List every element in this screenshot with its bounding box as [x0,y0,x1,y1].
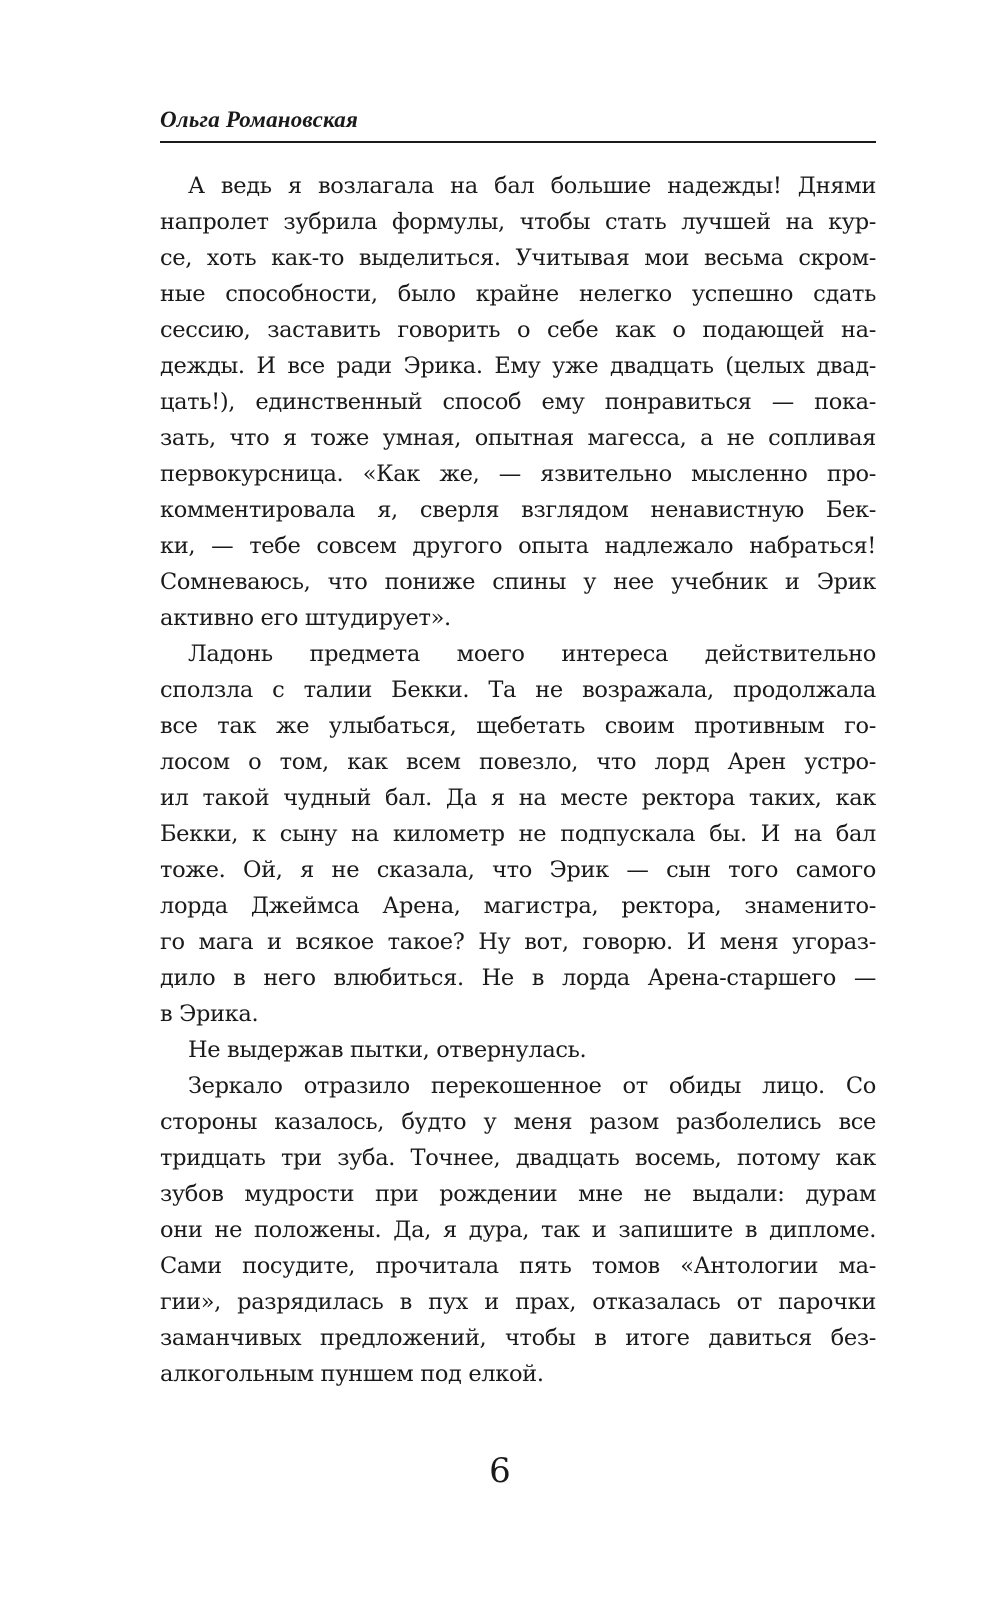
text-line: Зеркало отразило перекошенное от обиды лицо. Со [188,1073,876,1099]
text-line: дило в него влюбиться. Не в лорда Арена-старшего — [160,965,876,991]
text-line: цать!), единственный способ ему понравиться — пока- [160,389,876,415]
text-line: се, хоть как-то выделиться. Учитывая мои весьма скром- [160,245,876,271]
text-line: Ладонь предмета моего интереса действительно [188,641,876,667]
text-line: Сомневаюсь, что пониже спины у нее учебник и Эрик [160,569,876,595]
text-line: тоже. Ой, я не сказала, что Эрик — сын того самого [160,857,876,883]
paragraph-3 [160,1032,876,1068]
text-line: напролет зубрила формулы, чтобы стать лучшей на кур- [160,209,876,235]
text-line: лосом о том, как всем повезло, что лорд Арен устро- [160,749,876,775]
paragraph-2 [160,636,876,1032]
text-line: все так же улыбаться, щебетать своим противным го- [160,713,876,739]
text-line: ки, — тебе совсем другого опыта надлежало набраться! [160,533,876,559]
paragraph-1 [160,168,876,636]
text-line: в Эрика. [160,1001,259,1027]
text-line: ил такой чудный бал. Да я на месте ректора таких, как [160,785,876,811]
text-line: лорда Джеймса Арена, магистра, ректора, знаменито- [160,893,876,919]
text-line: Сами посудите, прочитала пять томов «Антологии ма- [160,1253,876,1279]
text-line: комментировала я, сверля взглядом ненавистную Бек- [160,497,876,523]
text-line: ные способности, было крайне нелегко успешно сдать [160,281,876,307]
paragraph-4 [160,1068,876,1392]
text-line: первокурсница. «Как же, — язвительно мысленно про- [160,461,876,487]
text-line: активно его штудирует». [160,605,451,631]
text-line: алкогольным пуншем под елкой. [160,1361,544,1387]
text-line: тридцать три зуба. Точнее, двадцать восемь, потому как [160,1145,876,1171]
text-line: сползла с талии Бекки. Та не возражала, продолжала [160,677,876,703]
header-rule [160,141,876,143]
text-line: заманчивых предложений, чтобы в итоге давиться без- [160,1325,876,1351]
page-number: 6 [489,1451,511,1491]
text-line: А ведь я возлагала на бал большие надежды! Днями [188,173,876,199]
text-line: Не выдержав пытки, отвернулась. [188,1037,587,1063]
text-line: го мага и всякое такое? Ну вот, говорю. И меня угораз- [160,929,876,955]
text-line: зать, что я тоже умная, опытная магесса, а не сопливая [160,425,876,451]
body-text [160,168,876,1392]
text-line: сессию, заставить говорить о себе как о подающей на- [160,317,876,343]
text-line: гии», разрядилась в пух и прах, отказалась от парочки [160,1289,876,1315]
running-head-author: Ольга Романовская [160,107,359,132]
text-line: Бекки, к сыну на километр не подпускала бы. И на бал [160,821,876,847]
text-line: зубов мудрости при рождении мне не выдали: дурам [160,1181,876,1207]
text-line: стороны казалось, будто у меня разом разболелись все [160,1109,876,1135]
text-line: они не положены. Да, я дура, так и запишите в дипломе. [160,1217,876,1243]
text-line: дежды. И все ради Эрика. Ему уже двадцать (целых двад- [160,353,876,379]
